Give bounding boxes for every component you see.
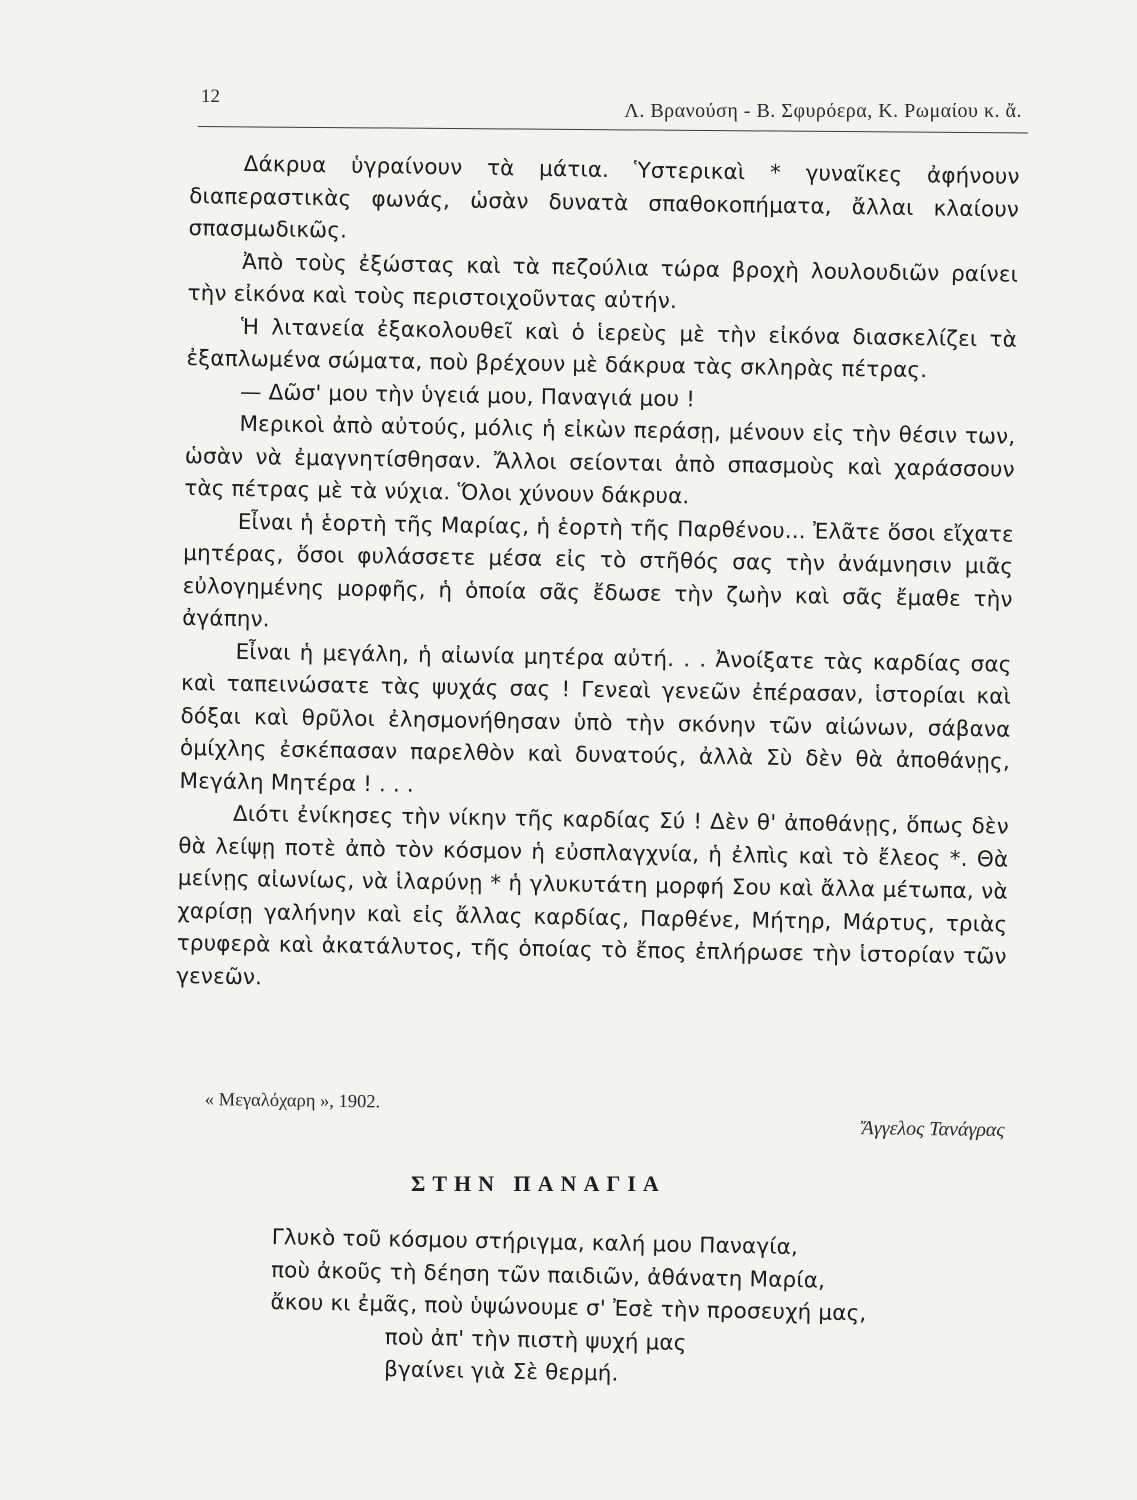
poem-line: ποὺ ἀπ' τὴν πιστὴ ψυχή μας bbox=[384, 1324, 687, 1356]
paragraph: Ἀπὸ τοὺς ἐξώστας καὶ τὰ πεζούλια τώρα βροχὴ λουλουδιῶν ραίνει τὴν εἰκόνα καὶ τοὺς περιστοιχοῦντας αὐτήν. bbox=[187, 249, 1019, 315]
paragraph: Μερικοὶ ἀπὸ αὐτούς, μόλις ἡ εἰκὼν περάσῃ, μένουν εἰς τὴν θέσιν των, ὡσὰν νὰ ἐμαγνητίσθησαν. Ἄλλοι σείονται ἀπὸ σπασμοὺς καὶ χαράσσουν τὰς πέτρας μὲ τὰ νύχια. Ὅλοι χύνουν δάκρυα. bbox=[184, 411, 1016, 510]
paragraph: Εἶναι ἡ ἑορτὴ τῆς Μαρίας, ἡ ἑορτὴ τῆς Παρθένου... Ἐλᾶτε ὅσοι εἴχατε μητέρας, ὅσοι φυλάσσετε μέσα εἰς τὸ στῆθός σας τὴν ἀνάμνησιν μιᾶς εὐλογημένης μορφῆς, ἡ ὁποία σᾶς ἔδωσε τὴν ζωὴν καὶ σᾶς ἔμαθε τὴν ἀγάπην. bbox=[181, 509, 1014, 633]
poem-line: ἄκου κι ἐμᾶς, ποὺ ὑψώνουμε σ' Ἐσὲ τὴν προσευχή μας, bbox=[270, 1289, 867, 1327]
poem-line: Γλυκὸ τοῦ κόσμου στήριγμα, καλή μου Παναγία, bbox=[271, 1224, 799, 1261]
paragraph: Ἡ λιτανεία ἐξακολουθεῖ καὶ ὁ ἱερεὺς μὲ τὴν εἰκόνα διασκελίζει τὰ ἐξαπλωμένα σώματα, ποὺ βρέχουν μὲ δάκρυα τὰς σκληρὰς πέτρας. bbox=[186, 314, 1018, 384]
source-citation: « Μεγαλόχαρη », 1902. bbox=[204, 1090, 381, 1113]
header-rule bbox=[198, 126, 1028, 134]
running-head: Λ. Βρανούση - Β. Σφυρόερα, Κ. Ρωμαίου κ. ἄ. bbox=[624, 100, 1022, 122]
poem-line: βγαίνει γιὰ Σὲ θερμή. bbox=[383, 1357, 619, 1387]
author-signature: Ἄγγελος Τανάγρας bbox=[861, 1117, 1005, 1142]
poem-title: ΣΤΗΝ ΠΑΝΑΓΙΑ bbox=[411, 1171, 666, 1196]
paragraph: Διότι ἐνίκησες τὴν νίκην τῆς καρδίας Σύ ! Δὲν θ' ἀποθάνῃς, ὅπως δὲν θὰ λείψῃ ποτὲ ἀπὸ τὸν κόσμον ἡ εὐσπλαγχνία, ἡ ἐλπὶς καὶ τὸ ἔλεος *. Θὰ μείνῃς αἰωνίως, νὰ ἱλαρύνῃ * ἡ γλυκυτάτη μορφή Σου καὶ ἄλλα μέτωπα, νὰ χαρίσῃ γαλήνην καὶ εἰς ἄλλας καρδίας, Παρθένε, Μήτηρ, Μάρτυς, τριὰς τρυφερὰ καὶ ἀκατάλυτος, τῆς ὁποίας τὸ ἔπος ἐπλήρωσε τὴν ἱστορίαν τῶν γενεῶν. bbox=[176, 801, 1010, 990]
signature-row bbox=[204, 1090, 1004, 1141]
poem bbox=[269, 1222, 992, 1398]
paragraph: Δάκρυα ὑγραίνουν τὰ μάτια. Ὑστερικαὶ * γυναῖκες ἀφήνουν διαπεραστικὰς φωνάς, ὡσὰν δυνατὰ σπαθοκοπήματα, ἄλλαι κλαίουν σπασμωδικῶς. bbox=[188, 151, 1020, 244]
page-number: 12 bbox=[201, 86, 220, 107]
paragraph: Εἶναι ἡ μεγάλη, ἡ αἰωνία μητέρα αὐτή. . . Ἀνοίξατε τὰς καρδίας σας καὶ ταπεινώσατε τὰς ψυχάς σας ! Γενεαὶ γενεῶν ἐπέρασαν, ἱστορίαι καὶ δόξαι καὶ θρῦλοι ἐλησμονήθησαν ὑπὸ τὴν σκόνην τῶν αἰώνων, σάβανα ὁμίχλης ἐσκέπασαν παρελθὸν καὶ δυνατούς, ἀλλὰ Σὺ δὲν θὰ ἀποθάνῃς, Μεγάλη Μητέρα ! . . . bbox=[179, 639, 1012, 798]
paragraph: — Δῶσ' μου τὴν ὑγειά μου, Παναγιά μου ! bbox=[239, 379, 696, 412]
poem-line: ποὺ ἀκοῦς τὴ δέηση τῶν παιδιῶν, ἀθάνατη Μαρία, bbox=[270, 1257, 826, 1294]
body-text bbox=[176, 148, 1020, 1007]
